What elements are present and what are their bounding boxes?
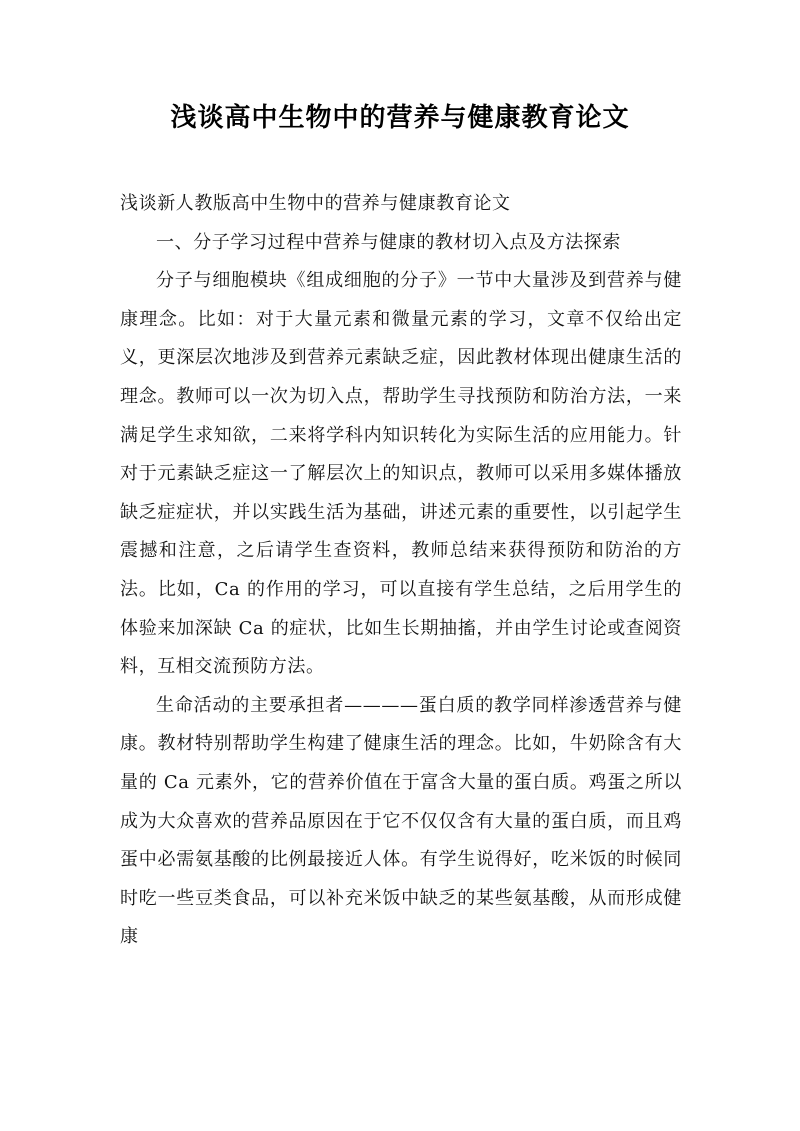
document-body [120, 185, 682, 957]
section-heading: 一、分子学习过程中营养与健康的教材切入点及方法探索 [156, 231, 621, 253]
document-title: 浅谈高中生物中的营养与健康教育论文 [170, 103, 630, 133]
document-subtitle: 浅谈新人教版高中生物中的营养与健康教育论文 [120, 193, 511, 214]
body-paragraph: 生命活动的主要承担者————蛋白质的教学同样渗透营养与健康。教材特别帮助学生构建了健康生活的理念。比如，牛奶除含有大量的 Ca 元素外，它的营养价值在于富含大量的蛋白质。鸡蛋之所以成为大众喜欢的营养品原因在于它不仅仅含有大量的蛋白质，而且鸡蛋中必需氨基酸的比例最接近人体。有学生说得好，吃米饭的时候同时吃一些豆类食品，可以补充米饭中缺乏的某些氨基酸，从而形成健康 [120, 694, 682, 948]
body-paragraph: 分子与细胞模块《组成细胞的分子》一节中大量涉及到营养与健康理念。比如：对于大量元素和微量元素的学习，文章不仅给出定义，更深层次地涉及到营养元素缺乏症，因此教材体现出健康生活的理念。教师可以一次为切入点，帮助学生寻找预防和防治方法，一来满足学生求知欲，二来将学科内知识转化为实际生活的应用能力。针对于元素缺乏症这一了解层次上的知识点，教师可以采用多媒体播放缺乏症症状，并以实践生活为基础，讲述元素的重要性，以引起学生震撼和注意，之后请学生查资料，教师总结来获得预防和防治的方法。比如，Ca 的作用的学习，可以直接有学生总结，之后用学生的体验来加深缺 Ca 的症状，比如生长期抽搐，并由学生讨论或查阅资料，互相交流预防方法。 [120, 270, 682, 678]
